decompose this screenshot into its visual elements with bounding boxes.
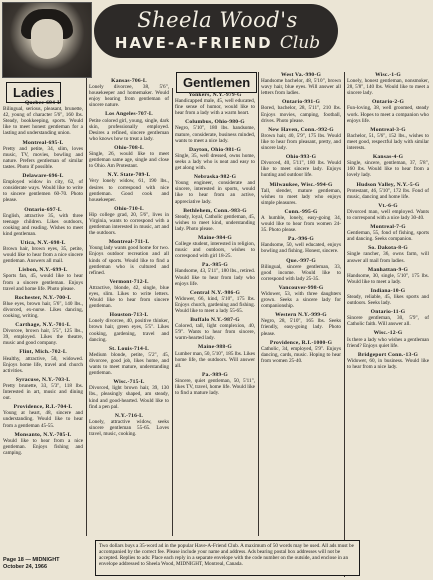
personal-ad [347,154,429,178]
ad-code: Vermont-712-L [109,278,149,285]
column-4 [261,72,341,536]
ad-text: Young engineer, considerate and sincere, interested in sports, would like to hear from an active, appreciative lady. [175,180,255,205]
ad-code: Quebec-694-L [24,100,62,106]
personal-ad [347,99,429,123]
ad-text: Medium blonde, petite, 5'2", 45, divorcee, good job, likes home, and wants to meet mature, understanding gentleman. [89,351,169,377]
ad-text: Steady, reliable, 45, likes sports and outdoors. Seeks lady. [347,294,429,307]
ad-text: English, attractive 35, with three teenage children. Likes outdoors, cooking and reading. Wishes to meet kind gentleman. [3,212,83,237]
ad-code: New Haven, Conn.-992-G [268,126,334,133]
ad-text: Handsome, 50, well educated, enjoys bowling and fishing. Honest, sincere. [261,242,341,255]
ad-text: Pretty and petite, 34, slim, loves music, TV, movies, bowling and nature. Prefers gentleman of similar tastes. Photo if possible. [3,145,83,170]
column-5 [347,72,429,577]
ad-code: Montreal-711-L [108,239,150,246]
ad-code: Kansas-706-L [111,78,147,84]
ad-text: Lonely, attractive widow, seeks sincere gentleman 55-65. Loves travel, music, cooking. [89,418,169,437]
ad-code: West Va.-990-G [280,72,322,78]
column-divider [258,72,259,536]
personal-ad [261,127,341,151]
ad-code: Monsanto, N.Y.-705-L [14,431,72,438]
ad-code: Yonkers, N.Y.-979-G [188,92,242,98]
personal-ad [3,404,83,428]
ad-text: Single, sincere, gentleman, 37, 5'8", 160 lbs. Would like to hear from a lovely lady. [347,160,429,179]
personal-ad [175,147,255,171]
ad-code: Nebraska-982-G [193,174,237,181]
personal-ad [175,262,255,286]
banner-title-club: Club [279,33,321,53]
ad-text: Would like to hear from a nice gentleman. Enjoys fishing and camping. [3,437,83,456]
personal-ad [175,317,255,341]
ad-text: Sincere gentleman, 30, 5'9", of Catholic faith. Will answer all. [347,315,429,328]
ad-code: Pa.-985-G [202,262,228,269]
ad-code: Los Angeles-707-L [105,111,153,118]
personal-ad [3,240,83,264]
ad-text: Sports fan, 45, would like to hear from a sincere gentleman. Enjoys travel and home life. Photo please. [3,273,83,292]
personal-ad [347,203,429,221]
column-divider [172,88,173,536]
ad-code: Flint, Mich.-702-L [19,349,67,356]
ad-text: Divorced, 40, 5'11", 180 lbs. Would like to meet sincere lady. Enjoys hunting and outdoor life. [261,160,341,179]
personal-ad [347,267,429,285]
personal-ad [3,295,83,319]
personal-ad [175,290,255,314]
ad-code: Conn.-995-G [284,208,318,215]
ad-text: Young lady wants good home for two. Enjoys outdoor recreation and all kinds of sports. Would like to find a gentleman who is cultured and refined. [89,245,169,276]
ad-text: Widower, 66, kind, 5'10", 175 lbs. Enjoys church, gardening and fishing. Would like to meet a lady 55-65. [175,295,255,314]
ad-text: Handsome, 43, 5'11", 180 lbs., retired. Would like to hear from lady who enjoys life. [175,268,255,287]
personal-ad [347,182,429,200]
ad-text: Divorced, light brown hair, 39, 130 lbs., pleasingly shaped, am steady, kind and good-hearted. Would like to find a pen pal. [89,385,169,410]
personal-ad [89,413,169,437]
personal-ad [3,349,83,373]
ad-text: Negro, 28, 5'10", 165 lbs. Seeks friendly, easy-going lady. Photo please. [261,318,341,337]
ad-text: Single, 26, would like to meet gentleman same age, single and close to Ohio. Am Protestant. [89,151,169,170]
personal-ad [3,100,83,137]
personal-ad [261,209,341,233]
ad-code: Ontario-2-G [371,99,405,106]
ad-code: Indiana-10-G [370,287,406,294]
footer-date: October 24, 1966 [3,563,48,570]
ad-code: Montreal-7-G [370,224,406,231]
advertising-notice: Two dollars buys a 35-word ad in the popular Have-A-Friend Club. A maximum of 50 words may be used. All ads must be accompanied by the correct fee. Please include your name and address. Ads bearing postal box addresses will not be accepted. Replies to ads: Place each reply in a separate envelope with the code number on the outside, and enclose in an envelope addressed to Sheela Wood, MIDNIGHT, Montreal, Canada. [95,540,360,576]
ad-code: Maine-988-G [198,344,232,351]
ad-code: Hudson Valley, N.Y.-5-G [356,181,420,188]
ad-text: Lonely divorcee, 40, positive thinker, brown hair, green eyes, 5'5". Likes cooking, gardening, travel and dancing. [89,318,169,343]
ad-text: Brown hair, 40, 5'9", 175 lbs. Would like to hear from pleasant, pretty, and sincere lady. [261,132,341,152]
ad-text: Bored, bachelor, 28, 5'11", 210 lbs. Enjoys movies, camping, football, drives. Photo please. [261,105,341,124]
ad-text: Employed widow in city, 62, of considerate ways. Would like to write to sincere gentlemen 60-70. Photo please. [3,179,83,204]
section-heading-ladies: Ladies [6,82,61,103]
personal-ad [175,92,255,116]
column-2 [89,78,169,536]
ad-code: Ohio-708-L [114,144,144,151]
club-banner [96,6,336,56]
ad-text: Sincere, quiet gentleman, 50, 5'11", likes TV, travel, home life. Would like to find a mature lady. [175,377,255,397]
personal-ad [347,72,429,96]
ad-text: Widower, 60, in business. Would like to hear from a nice lady. [347,357,429,370]
ad-code: Columbus, Ohio-980-G [185,119,245,126]
personal-ad [347,352,429,370]
personal-ad [347,127,429,151]
ad-text: Attractive, blonde, 42, single, blue eyes, slim. Likes to write letters. Would like to hear from sincere gentleman. [89,284,169,310]
ad-code: Maine-984-G [198,234,232,241]
ad-code: Central N.Y.-986-G [189,289,241,296]
ad-code: Que.-997-G [286,257,316,264]
personal-ad [261,72,341,96]
column-1 [3,100,83,555]
ad-code: Ontario-697-L [24,206,62,213]
ad-code: So. Dakota-8-G [368,245,408,252]
ad-text: Is there a lady who wishes a gentleman friend? Enjoys quiet life. [347,336,429,349]
ad-code: N.Y.-716-L [114,412,144,419]
ad-text: Widower, 53, with three daughters grown. Seeks a sincere lady for companionship. [261,291,341,310]
personal-ad [89,312,169,342]
ad-text: College student, interested in religion, music and outdoors, wishes to correspond with girl 18-25. [175,241,255,260]
ad-text: Bachelor, 51, 5'6", 152 lbs., wishes to meet good, respectful lady with similar interests. [347,132,429,152]
ad-text: Lonely, honest gentleman, nonsmoker, 28, 5'8", 140 lbs. Would like to meet a sincere lady. [347,78,429,97]
ad-code: Kansas-4-G [372,154,404,161]
personal-ad [347,224,429,242]
ad-code: Ontario-11-G [370,309,406,316]
ad-code: Wisc.-12-G [373,330,403,337]
ad-text: Lonely divorcee, 38, 5'6", housekeeper and homemaker. Would enjoy hearing from gentleman of sincere nature. [89,84,169,109]
personal-ad [89,78,169,108]
personal-ad [347,288,429,306]
ad-code: Montreal-695-L [22,139,64,146]
column-divider [344,72,345,577]
ad-code: St. Louis-714-L [109,345,149,352]
ad-code: Western N.Y.-999-G [275,312,327,319]
columnist-photo [2,2,92,78]
personal-ad [175,372,255,396]
photo-face [31,19,63,59]
personal-ad [89,145,169,169]
personal-ad [89,206,169,236]
ad-text: Steady, loyal, Catholic gentleman, 45, wishes to meet kind, understanding lady. Photo please. [175,213,255,232]
ad-text: Single, 35, well dressed, owns home, seeks a lady who is neat and easy to get along with. [175,152,255,172]
ad-code: Lisbon, N.Y.-699-L [18,267,68,274]
ad-text: Gentleman, 55, fond of fishing, sports and dancing. Seeks companion. [347,230,429,243]
ad-code: Bridgeport Conn.-13-G [357,351,419,358]
ad-code: Providence, R.I.-704-L [13,404,73,411]
personal-ad [175,208,255,232]
personal-ad [89,279,169,309]
section-heading-gentlemen: Gentlemen [176,72,257,93]
column-divider [86,78,87,536]
ad-code: Vt.-6-G [378,202,398,209]
personal-ad [175,235,255,259]
personal-ad [89,111,169,141]
ad-text: Blue eyes, brown hair, 5'6", 140 lbs., divorced, ex-nurse. Likes dancing, cooking, writing. [3,300,83,319]
personal-ad [89,379,169,409]
personal-ad [347,330,429,348]
ad-text: Healthy, attractive, 50, widowed. Enjoys home life, travel and church activities. [3,355,83,374]
ad-text: Brown hair, brown eyes, 35, petite, would like to hear from a nice sincere gentleman. Answers all mail. [3,246,83,265]
ad-text: Single rancher, 36, owns farm, will answer all mail from ladies. [347,251,429,264]
ad-code: Manhattan-9-G [367,266,409,273]
ad-text: Catholic, 34, employed, 5'9". Enjoys dancing, cards, music. Hoping to hear from women 25-40. [261,345,341,364]
ad-code: Buffalo N.Y.-987-G [190,317,240,324]
personal-ad [3,432,83,456]
ad-code: Milwaukee, Wisc.-994-G [269,181,333,188]
personal-ad [261,258,341,282]
ad-code: Ontario-991-G [281,99,321,106]
ad-code: Dayton, Ohio-981-G [188,146,242,153]
ad-text: Petite colored girl, young, single, dark skin, professionally employed. Desires a refined, sincere gentleman who knows how to treat a lady. [89,117,169,142]
personal-ad [347,309,429,327]
ad-code: Houston-713-L [109,312,149,319]
ad-text: Very lonely widow, 61, 190 lbs., desires to correspond with nice gentleman. Good cook and housekeeper. [89,178,169,203]
ad-text: Young at heart, 48, sincere and understanding. Would like to hear from a gentleman 45-55. [3,410,83,429]
personal-ad [3,322,83,346]
ad-text: Divorcee, brown hair, 5'5", 125 lbs., 39, employed. Likes the theatre, music and good company. [3,328,83,347]
ad-text: Bilingual, sincere gentleman, 33, good income. Would like to correspond with lady 25-35. [261,263,341,282]
ad-code: Wisc.-715-L [113,379,145,386]
ad-code: Vancouver-998-G [278,284,324,291]
ad-code: Montreal-3-G [370,126,406,133]
personal-ad [3,267,83,291]
ad-code: Wisc.-1-G [375,72,401,78]
ad-text: Negro, 5'10", 180 lbs. handsome, mature, considerate, business minded, wants to meet a nice lady. [175,125,255,144]
ad-code: N.Y. State-709-L [107,172,151,179]
ad-text: Handsome bachelor, 48, 5'10", brown wavy hair, blue eyes. Will answer all letters from ladies. [261,78,341,97]
ad-code: Rochester, N.Y.-700-L [14,294,72,301]
ad-code: Ohio-710-L [114,205,144,212]
personal-ad [261,99,341,123]
personal-ad [89,239,169,276]
ad-code: Providence, R.I.-1000-G [269,339,333,346]
personal-ad [261,340,341,364]
ad-text: Tall, slender, mature gentleman, wishes to meet lady who enjoys simple pleasures. [261,187,341,206]
personal-ad [175,174,255,204]
ad-text: Lumber man, 50, 5'10", 185 lbs. Likes home life, the outdoors. Will answer all. [175,350,255,369]
ad-text: Hip college grad, 20, 5'6", lives in Virginia, wants to correspond with a gentleman interested in music, art and the outdoors. [89,211,169,237]
column-3 [175,92,255,536]
personal-ad [3,377,83,401]
ad-code: Pa.-996-G [288,236,314,243]
banner-title-script: Sheela Wood's [137,8,298,32]
ad-code: Delaware-696-L [22,173,64,180]
personal-ad [89,172,169,202]
personal-ad [347,245,429,263]
footer-page-label: Page 18 — MIDNIGHT [3,557,60,563]
ad-text: A humble, lonely, easy-going 34, would like to hear from women 24-35. Photo please. [261,214,341,234]
personal-ad [3,207,83,237]
personal-ad [3,173,83,203]
page-header [0,0,433,80]
ad-code: Pa.-989-G [202,371,228,378]
ad-code: Bethlehem, Conn.-983-G [183,207,247,214]
personal-ad [261,312,341,336]
personal-ad [261,154,341,178]
ad-text: Bilingual, serious, pleasant, brunette, 42, young of character 5'6", 160 lbs. Steady, bookkeeping, sports. Would like to meet honest gentleman for a lasting and understanding union. [3,106,83,137]
personal-ad [261,236,341,254]
ad-code: Ohio-993-G [285,154,317,161]
ad-text: Handicapped male, 45, well educated, fine sense of humor, would like to hear from a lady with a warm heart. [175,98,255,117]
page-footer [3,557,60,570]
personal-ad [3,140,83,170]
personal-ad [261,182,341,206]
ad-text: Divorced man, well employed. Wants to correspond with a nice lady 30-40. [347,208,429,221]
ad-code: Syracuse, N.Y.-703-L [15,376,71,383]
personal-ad [89,346,169,376]
ad-code: Carthage, N.Y.-701-L [15,322,71,329]
personal-ad [261,285,341,309]
ad-text: Fun-loving, 38, well groomed, steady work. Hopes to meet a companion who enjoys life. [347,105,429,124]
ad-text: Pretty brunette, 33, 5'3", 118 lbs. Interested in art, music and dining out. [3,382,83,402]
personal-ad [175,119,255,143]
ad-text: Protestant, 46, 5'10", 172 lbs. Fond of music, dancing and home life. [347,187,429,200]
ad-text: Handsome, 30, single, 5'10", 175 lbs. Would like to meet a lady. [347,272,429,285]
ad-text: Colored, tall, light complexion, 40, 5'9". Wants to hear from sincere, warm-hearted lady. [175,323,255,342]
ad-code: Utica, N.Y.-698-L [20,239,66,246]
personal-ad [175,344,255,368]
banner-title-bold: HAVE-A-FRIEND Club [114,33,321,53]
